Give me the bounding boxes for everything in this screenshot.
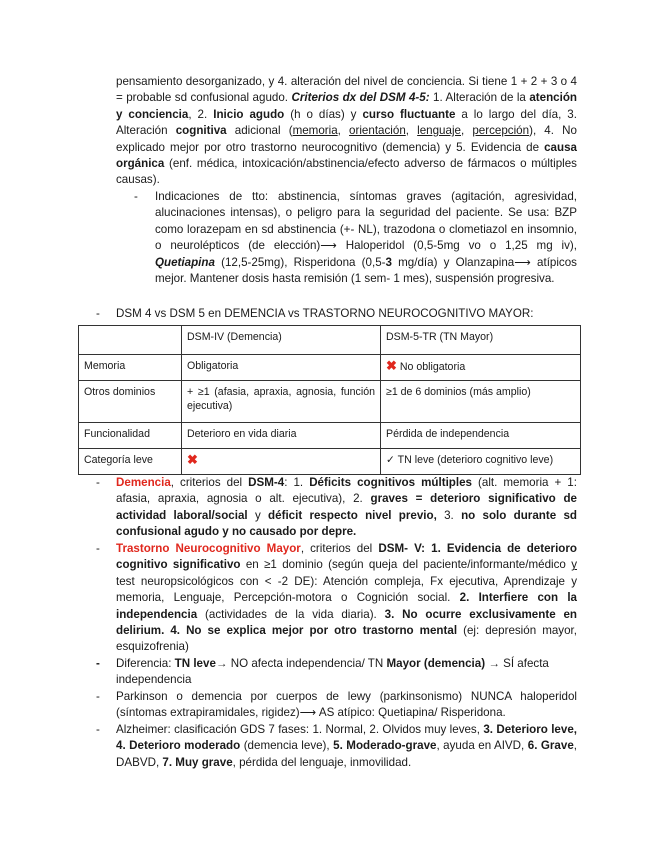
bold-text: 1. Evidencia de deterioro cognitivo significativo <box>116 542 577 572</box>
text: , pérdida del lenguaje, inmovilidad. <box>232 755 412 769</box>
bold-text: 7. Muy grave <box>162 755 233 769</box>
text: (12,5-25mg), Risperidona (0,5- <box>221 255 386 269</box>
red-heading: Demencia <box>116 476 171 489</box>
bold-text: atención y conciencia <box>116 91 577 121</box>
bold-text: 5. Moderado-grave <box>333 739 437 753</box>
cell-text: TN leve (deterioro cognitivo leve) <box>397 454 554 466</box>
text: Diferencia: <box>116 657 172 670</box>
text: ), 4. No explicado mejor por otro trastorno neurocognitivo (demencia) y 5. Evidencia de <box>116 124 577 154</box>
cell-text: No obligatoria <box>399 361 466 373</box>
table-row <box>79 449 581 475</box>
text: (actividades de la vida diaria). <box>205 607 377 621</box>
table-cell: Memoria <box>79 355 182 381</box>
text: test neuropsicológicos con < -2 DE): Atención compleja, Fx ejecutiva, Aprendizaje y memoria, Lenguaje, Percepción-motora o Cognición social. <box>116 574 577 605</box>
table-cell: + ≥1 (afasia, apraxia, agnosia, función ejecutiva) <box>182 381 381 423</box>
bold-text: déficit respecto nivel previo, <box>268 508 437 522</box>
text: mg/día) y Olanzapina⟶ atípicos mejor. Mantener dosis hasta remisión (1 sem- 1 mes), suspensión progresiva. <box>155 255 577 286</box>
bold-text: Mayor (demencia) <box>386 657 486 670</box>
text: , criterios del <box>300 542 373 555</box>
table-cell: Deterioro en vida diaria <box>182 423 381 449</box>
text: Indicaciones de tto: abstinencia, síntomas graves (agitación, agresividad, alucinaciones intensas), o peligro para la seguridad del paciente. Se usa: BZP como lorazepam en sd abstinencia (+- NL), trazodona o clometiazol en insomnio, o neurolépticos (de elección)⟶ Haloperidol (0,5-5mg vo o 1,25 mg iv), <box>155 190 577 253</box>
dsm-comparison-table <box>78 325 581 475</box>
text: 1. Alteración de la <box>433 91 526 105</box>
bold-text: 3 <box>385 255 392 269</box>
text: , criterios del <box>170 476 243 489</box>
text: DSM 4 vs DSM 5 en DEMENCIA vs TRASTORNO NEUROCOGNITIVO MAYOR: <box>116 307 534 320</box>
table-row <box>79 355 581 381</box>
parkinson-bullet <box>116 689 577 722</box>
table-cell <box>381 355 581 381</box>
check-icon: ✓ <box>386 454 395 466</box>
underlined-text: y <box>571 558 577 572</box>
underlined-text: memoria <box>292 124 338 138</box>
text: Parkinson o demencia por cuerpos de lewy (parkinsonismo) NUNCA haloperidol (síntomas extrapiramidales, rigidez)⟶ AS atípico: Quetiapina/ Risperidona. <box>116 690 577 720</box>
underlined-text: orientación <box>349 124 406 138</box>
table-cell: Funcionalidad <box>79 423 182 449</box>
underlined-text: lenguaje <box>417 124 461 138</box>
text: Alzheimer: clasificación GDS 7 fases: 1. Normal, 2. Olvidos muy leves, <box>116 723 480 736</box>
table-cell: Obligatoria <box>182 355 381 381</box>
bold-text: graves = deterioro significativo de actividad laboral/social <box>116 492 577 522</box>
bold-text: DSM- V: <box>378 542 426 555</box>
dsm-comparison-heading <box>116 306 577 322</box>
text: (h o días) y <box>290 107 357 121</box>
bold-text: 6. Grave <box>527 739 574 753</box>
bold-text: 3. No ocurre exclusivamente en delirium. 4. No se explica mejor por otro trastorno mental <box>116 607 577 638</box>
bold-text: Déficits cognitivos múltiples <box>309 476 472 489</box>
text: y <box>254 508 261 522</box>
dementia-criteria-bullet <box>116 475 577 541</box>
major-ncd-criteria-bullet <box>116 541 577 656</box>
bullet-dash: - <box>96 690 100 703</box>
table-cell <box>182 449 381 475</box>
bullet-dash: - <box>96 476 100 489</box>
table-cell <box>79 326 182 355</box>
table-cell: Categoría leve <box>79 449 182 475</box>
treatment-bullet <box>155 189 577 287</box>
bold-text: 3. Deterioro leve, 4. Deterioro moderado <box>116 723 577 753</box>
text: → NO afecta independencia/ TN <box>215 657 384 670</box>
criteria-heading: Criterios dx del DSM 4-5: <box>291 91 430 105</box>
bold-text: causa orgánica <box>116 140 577 171</box>
text: pensamiento desorganizado, y 4. alteración del nivel de conciencia. Si tiene 1 + 2 + 3 o 4 = probable sd confusional agudo. <box>116 75 577 105</box>
table-row <box>79 423 581 449</box>
table-row <box>79 381 581 423</box>
bold-text: 2. Interfiere con la independencia <box>116 591 577 621</box>
text: (enf. médica, intoxicación/abstinencia/efecto adverso de fármacos o múltiples causas). <box>116 157 577 187</box>
table-cell: Otros dominios <box>79 381 182 423</box>
bullet-dash: - <box>96 542 100 555</box>
table-cell <box>381 449 581 475</box>
bullet-dash: - <box>96 723 100 736</box>
bullet-dash: - <box>96 307 100 320</box>
text: a lo largo del día, 3. Alteración <box>116 107 577 138</box>
table-cell: Pérdida de independencia <box>381 423 581 449</box>
table-cell: ≥1 de 6 dominios (más amplio) <box>381 381 581 423</box>
text: → SÍ afecta independencia <box>116 657 549 687</box>
text: , DABVD, <box>116 739 578 769</box>
table-header-cell: DSM-IV (Demencia) <box>182 326 381 355</box>
red-heading: Trastorno Neurocognitivo Mayor <box>116 542 301 555</box>
text: adicional ( <box>234 124 293 138</box>
alzheimer-bullet <box>116 722 577 771</box>
bold-text: cognitiva <box>175 124 227 138</box>
cross-icon: ✖ <box>386 358 397 373</box>
cross-icon: ✖ <box>187 452 198 467</box>
bold-text: no solo durante sd confusional agudo y no causado por depre. <box>116 508 577 539</box>
table-header-row <box>79 326 581 355</box>
table-header-cell: DSM-5-TR (TN Mayor) <box>381 326 581 355</box>
text: : 1. <box>284 476 304 489</box>
text: (demencia leve), <box>243 739 330 753</box>
difference-bullet <box>116 656 577 689</box>
bold-text: Inicio agudo <box>213 107 285 121</box>
text: 3. <box>444 508 454 522</box>
text: (alt. memoria + 1: afasia, apraxia, agnosia o alt. ejecutiva), 2. <box>116 476 577 506</box>
bold-text: DSM-4 <box>248 476 285 489</box>
bullet-dash: - <box>134 190 138 203</box>
delirium-criteria-paragraph: pensamiento desorganizado, y 4. alteración del nivel de conciencia. Si tiene 1 + 2 + 3 o 4 = probable sd confusional agudo. Criterios dx del DSM 4-5: 1. Alteración de la atención y conciencia, 2. Inicio agudo (h o días) y curso fluctuante a lo largo del día, 3. Alteración cognitiva adicional (memoria, orientación, lenguaje, percepción), 4. No explicado mejor por otro trastorno neurocognitivo (demencia) y 5. Evidencia de causa orgánica (enf. médica, intoxicación/abstinencia/efecto adverso de fármacos o múltiples causas). <box>116 75 577 187</box>
text: , 2. <box>188 107 208 121</box>
text: en ≥1 dominio (según queja del paciente/informante/médico <box>245 558 566 572</box>
text: , ayuda en AIVD, <box>436 739 525 753</box>
underlined-text: percepción <box>472 124 530 138</box>
bold-text: TN leve <box>174 657 216 670</box>
bold-italic-text: Quetiapina <box>155 255 215 269</box>
bold-text: curso fluctuante <box>362 107 456 121</box>
text: (ej: depresión mayor, esquizofrenia) <box>116 624 577 654</box>
bullet-dash: - <box>96 657 100 670</box>
